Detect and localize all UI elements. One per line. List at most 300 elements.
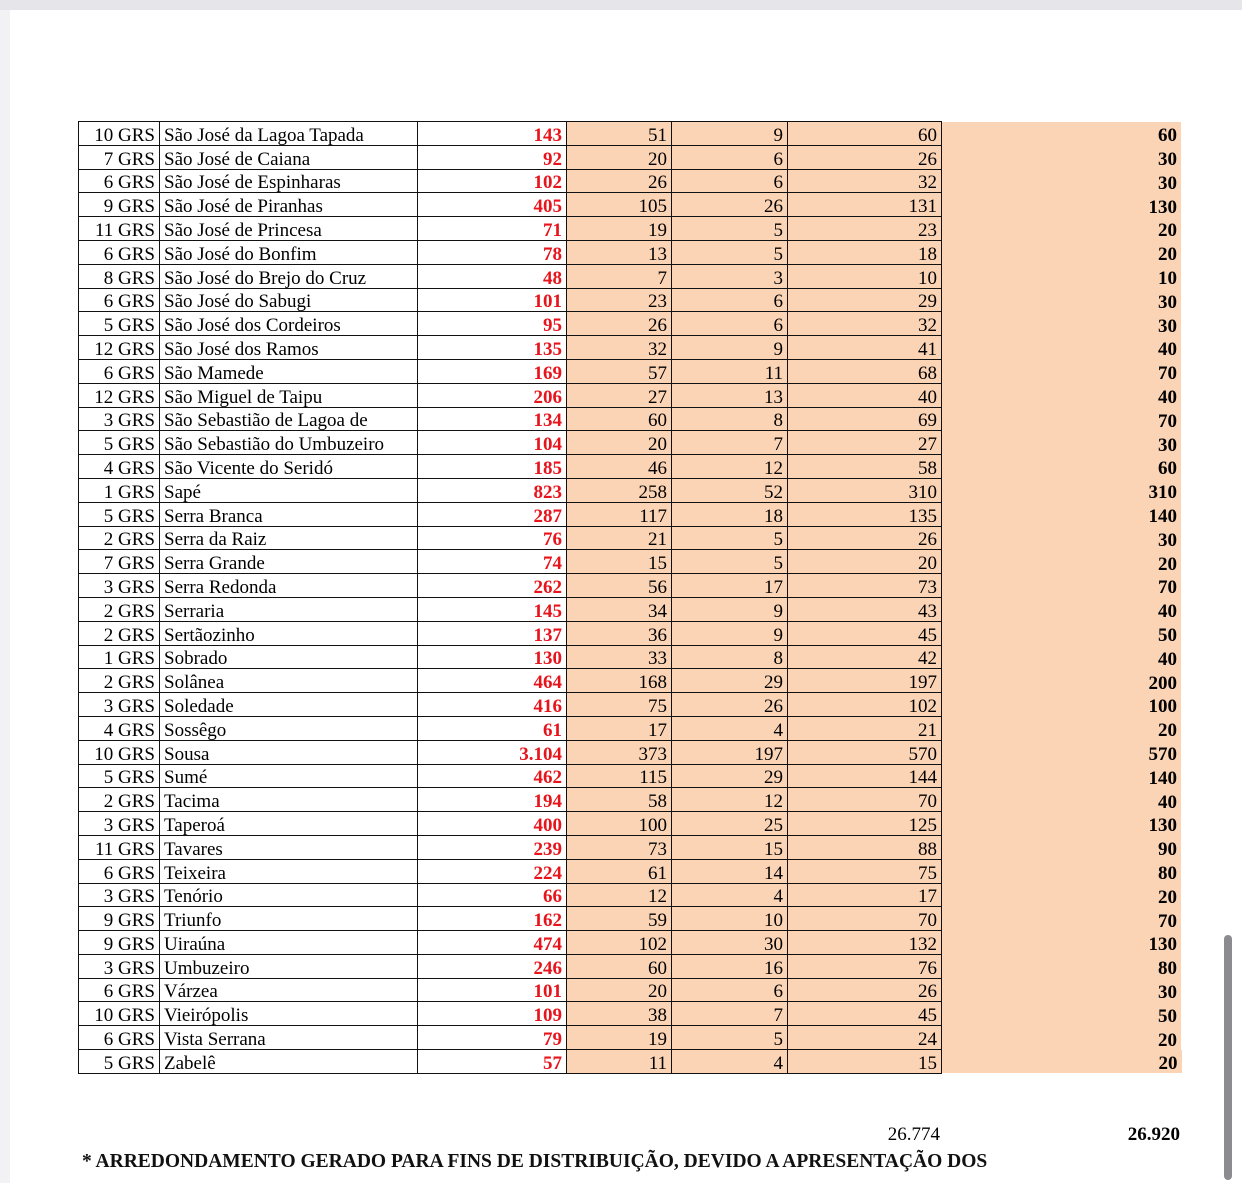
population-cell: 74 (418, 550, 567, 574)
table-row (79, 621, 1182, 645)
value-a-cell: 59 (567, 907, 672, 931)
grs-cell: 1 GRS (79, 645, 160, 669)
grs-cell: 5 GRS (79, 764, 160, 788)
grs-cell: 3 GRS (79, 407, 160, 431)
municipality-cell: Serra da Raiz (160, 526, 418, 550)
grs-cell: 5 GRS (79, 1050, 160, 1074)
rounded-value-cell: 20 (942, 240, 1182, 264)
municipality-cell: São Miguel de Taipu (160, 383, 418, 407)
population-cell: 143 (418, 122, 567, 146)
municipality-cell: Zabelê (160, 1050, 418, 1074)
grs-cell: 2 GRS (79, 526, 160, 550)
value-b-cell: 4 (672, 716, 788, 740)
grs-cell: 6 GRS (79, 240, 160, 264)
value-total-cell: 24 (788, 1026, 942, 1050)
grs-cell: 12 GRS (79, 383, 160, 407)
value-a-cell: 12 (567, 883, 672, 907)
municipality-cell: São José da Lagoa Tapada (160, 122, 418, 146)
value-a-cell: 117 (567, 502, 672, 526)
table-row (79, 645, 1182, 669)
table-row (79, 716, 1182, 740)
grs-cell: 6 GRS (79, 288, 160, 312)
value-a-cell: 46 (567, 455, 672, 479)
value-b-cell: 6 (672, 312, 788, 336)
value-b-cell: 6 (672, 169, 788, 193)
value-b-cell: 9 (672, 597, 788, 621)
rounded-value-cell: 40 (942, 788, 1182, 812)
table-row (79, 359, 1182, 383)
value-a-cell: 258 (567, 478, 672, 502)
municipality-cell: Umbuzeiro (160, 954, 418, 978)
grs-cell: 9 GRS (79, 907, 160, 931)
municipality-cell: Teixeira (160, 859, 418, 883)
value-total-cell: 26 (788, 526, 942, 550)
value-total-cell: 32 (788, 312, 942, 336)
value-b-cell: 8 (672, 645, 788, 669)
municipality-cell: Várzea (160, 978, 418, 1002)
value-b-cell: 29 (672, 764, 788, 788)
table-row (79, 597, 1182, 621)
municipality-cell: São José de Caiana (160, 145, 418, 169)
grs-cell: 4 GRS (79, 716, 160, 740)
rounded-value-cell: 570 (942, 740, 1182, 764)
value-total-cell: 131 (788, 193, 942, 217)
grs-cell: 3 GRS (79, 574, 160, 598)
value-total-cell: 29 (788, 288, 942, 312)
value-b-cell: 25 (672, 812, 788, 836)
rounded-value-cell: 30 (942, 431, 1182, 455)
population-cell: 109 (418, 1002, 567, 1026)
table-row (79, 931, 1182, 955)
municipality-cell: São José de Espinharas (160, 169, 418, 193)
rounded-value-cell: 70 (942, 574, 1182, 598)
value-a-cell: 115 (567, 764, 672, 788)
table-row (79, 812, 1182, 836)
value-a-cell: 36 (567, 621, 672, 645)
rounded-value-cell: 30 (942, 978, 1182, 1002)
table-row (79, 978, 1182, 1002)
grs-cell: 5 GRS (79, 502, 160, 526)
grs-cell: 3 GRS (79, 954, 160, 978)
population-cell: 194 (418, 788, 567, 812)
value-a-cell: 21 (567, 526, 672, 550)
table-row (79, 502, 1182, 526)
rounded-value-cell: 20 (942, 1050, 1182, 1074)
table-row (79, 478, 1182, 502)
value-a-cell: 75 (567, 693, 672, 717)
table-row (79, 693, 1182, 717)
grs-cell: 11 GRS (79, 217, 160, 241)
value-b-cell: 52 (672, 478, 788, 502)
value-a-cell: 73 (567, 835, 672, 859)
rounded-value-cell: 40 (942, 383, 1182, 407)
value-a-cell: 58 (567, 788, 672, 812)
value-b-cell: 14 (672, 859, 788, 883)
municipality-cell: Triunfo (160, 907, 418, 931)
grs-cell: 10 GRS (79, 122, 160, 146)
value-a-cell: 27 (567, 383, 672, 407)
value-a-cell: 57 (567, 359, 672, 383)
rounded-value-cell: 50 (942, 621, 1182, 645)
value-a-cell: 20 (567, 431, 672, 455)
value-total-cell: 70 (788, 788, 942, 812)
value-a-cell: 17 (567, 716, 672, 740)
value-a-cell: 32 (567, 336, 672, 360)
municipality-cell: São Sebastião do Umbuzeiro (160, 431, 418, 455)
value-total-cell: 45 (788, 621, 942, 645)
population-cell: 400 (418, 812, 567, 836)
rounded-value-cell: 30 (942, 145, 1182, 169)
rounded-value-cell: 20 (942, 716, 1182, 740)
value-total-cell: 60 (788, 122, 942, 146)
value-b-cell: 4 (672, 883, 788, 907)
municipality-cell: Vieirópolis (160, 1002, 418, 1026)
value-b-cell: 6 (672, 978, 788, 1002)
municipality-cell: Tenório (160, 883, 418, 907)
table-row (79, 312, 1182, 336)
population-cell: 185 (418, 455, 567, 479)
table-row (79, 264, 1182, 288)
value-b-cell: 5 (672, 217, 788, 241)
value-a-cell: 15 (567, 550, 672, 574)
population-cell: 48 (418, 264, 567, 288)
grs-cell: 9 GRS (79, 931, 160, 955)
table-row (79, 954, 1182, 978)
table-row (79, 883, 1182, 907)
municipality-cell: Serra Redonda (160, 574, 418, 598)
population-cell: 135 (418, 336, 567, 360)
value-b-cell: 5 (672, 1026, 788, 1050)
value-b-cell: 9 (672, 122, 788, 146)
value-total-cell: 132 (788, 931, 942, 955)
table-row (79, 669, 1182, 693)
value-b-cell: 6 (672, 288, 788, 312)
table-row (79, 1002, 1182, 1026)
grs-cell: 1 GRS (79, 478, 160, 502)
value-b-cell: 5 (672, 526, 788, 550)
rounded-value-cell: 80 (942, 859, 1182, 883)
population-cell: 246 (418, 954, 567, 978)
population-cell: 287 (418, 502, 567, 526)
municipality-cell: São José dos Cordeiros (160, 312, 418, 336)
population-cell: 71 (418, 217, 567, 241)
value-total-cell: 135 (788, 502, 942, 526)
value-b-cell: 7 (672, 1002, 788, 1026)
rounded-value-cell: 310 (942, 478, 1182, 502)
distribution-table (78, 121, 1182, 1074)
population-cell: 101 (418, 288, 567, 312)
grs-cell: 12 GRS (79, 336, 160, 360)
value-total-cell: 88 (788, 835, 942, 859)
table-row (79, 907, 1182, 931)
grs-cell: 8 GRS (79, 264, 160, 288)
rounded-value-cell: 130 (942, 931, 1182, 955)
window-top-bar (0, 0, 1242, 10)
grs-cell: 3 GRS (79, 883, 160, 907)
value-b-cell: 5 (672, 240, 788, 264)
grs-cell: 2 GRS (79, 597, 160, 621)
municipality-cell: Serra Grande (160, 550, 418, 574)
population-cell: 405 (418, 193, 567, 217)
population-cell: 206 (418, 383, 567, 407)
value-a-cell: 60 (567, 407, 672, 431)
grs-cell: 6 GRS (79, 978, 160, 1002)
population-cell: 474 (418, 931, 567, 955)
municipality-cell: Serra Branca (160, 502, 418, 526)
value-total-cell: 26 (788, 145, 942, 169)
value-total-cell: 15 (788, 1050, 942, 1074)
value-a-cell: 61 (567, 859, 672, 883)
value-a-cell: 60 (567, 954, 672, 978)
rounded-value-cell: 140 (942, 764, 1182, 788)
grs-cell: 3 GRS (79, 693, 160, 717)
table-row (79, 1050, 1182, 1074)
value-total-cell: 68 (788, 359, 942, 383)
rounded-value-cell: 130 (942, 193, 1182, 217)
rounded-value-cell: 200 (942, 669, 1182, 693)
value-total-cell: 197 (788, 669, 942, 693)
grs-cell: 5 GRS (79, 312, 160, 336)
table-row (79, 122, 1182, 146)
grs-cell: 9 GRS (79, 193, 160, 217)
table-row (79, 526, 1182, 550)
municipality-cell: São Vicente do Seridó (160, 455, 418, 479)
value-total-cell: 75 (788, 859, 942, 883)
value-b-cell: 13 (672, 383, 788, 407)
value-b-cell: 15 (672, 835, 788, 859)
total-column-sum: 26.774 (887, 1124, 940, 1145)
value-a-cell: 105 (567, 193, 672, 217)
grs-cell: 6 GRS (79, 859, 160, 883)
grs-cell: 6 GRS (79, 359, 160, 383)
value-a-cell: 19 (567, 1026, 672, 1050)
grs-cell: 10 GRS (79, 740, 160, 764)
municipality-cell: São José de Princesa (160, 217, 418, 241)
distribution-table-body (79, 122, 1182, 1074)
table-row (79, 550, 1182, 574)
population-cell: 416 (418, 693, 567, 717)
municipality-cell: Vista Serrana (160, 1026, 418, 1050)
value-b-cell: 26 (672, 193, 788, 217)
municipality-cell: Solânea (160, 669, 418, 693)
value-b-cell: 26 (672, 693, 788, 717)
population-cell: 134 (418, 407, 567, 431)
value-b-cell: 6 (672, 145, 788, 169)
value-total-cell: 570 (788, 740, 942, 764)
population-cell: 169 (418, 359, 567, 383)
value-total-cell: 17 (788, 883, 942, 907)
grs-cell: 7 GRS (79, 145, 160, 169)
value-total-cell: 27 (788, 431, 942, 455)
rounded-value-cell: 80 (942, 954, 1182, 978)
population-cell: 101 (418, 978, 567, 1002)
table-row (79, 217, 1182, 241)
municipality-cell: Sumé (160, 764, 418, 788)
municipality-cell: Taperoá (160, 812, 418, 836)
value-total-cell: 58 (788, 455, 942, 479)
vertical-scrollbar[interactable] (1224, 935, 1232, 1180)
population-cell: 262 (418, 574, 567, 598)
rounded-value-cell: 20 (942, 550, 1182, 574)
value-b-cell: 3 (672, 264, 788, 288)
table-row (79, 169, 1182, 193)
value-b-cell: 30 (672, 931, 788, 955)
table-row (79, 574, 1182, 598)
population-cell: 3.104 (418, 740, 567, 764)
population-cell: 76 (418, 526, 567, 550)
value-b-cell: 12 (672, 455, 788, 479)
population-cell: 137 (418, 621, 567, 645)
table-row (79, 788, 1182, 812)
municipality-cell: São José do Brejo do Cruz (160, 264, 418, 288)
rounded-value-cell: 20 (942, 217, 1182, 241)
value-a-cell: 23 (567, 288, 672, 312)
value-b-cell: 16 (672, 954, 788, 978)
table-row (79, 835, 1182, 859)
value-total-cell: 102 (788, 693, 942, 717)
value-a-cell: 33 (567, 645, 672, 669)
municipality-cell: São José do Bonfim (160, 240, 418, 264)
value-total-cell: 21 (788, 716, 942, 740)
value-a-cell: 34 (567, 597, 672, 621)
value-total-cell: 32 (788, 169, 942, 193)
population-cell: 464 (418, 669, 567, 693)
table-row (79, 336, 1182, 360)
population-cell: 462 (418, 764, 567, 788)
rounded-value-cell: 10 (942, 264, 1182, 288)
grs-cell: 4 GRS (79, 455, 160, 479)
grs-cell: 5 GRS (79, 431, 160, 455)
value-a-cell: 20 (567, 145, 672, 169)
value-b-cell: 5 (672, 550, 788, 574)
value-a-cell: 20 (567, 978, 672, 1002)
population-cell: 61 (418, 716, 567, 740)
value-b-cell: 4 (672, 1050, 788, 1074)
value-a-cell: 13 (567, 240, 672, 264)
rounding-footnote: * ARREDONDAMENTO GERADO PARA FINS DE DISTRIBUIÇÃO, DEVIDO A APRESENTAÇÃO DOS (82, 1151, 988, 1172)
table-row (79, 431, 1182, 455)
table-row (79, 859, 1182, 883)
grs-cell: 10 GRS (79, 1002, 160, 1026)
population-cell: 130 (418, 645, 567, 669)
value-b-cell: 11 (672, 359, 788, 383)
value-total-cell: 23 (788, 217, 942, 241)
rounded-value-cell: 60 (942, 455, 1182, 479)
value-b-cell: 9 (672, 336, 788, 360)
rounded-value-cell: 40 (942, 597, 1182, 621)
rounded-value-cell: 20 (942, 1026, 1182, 1050)
grs-cell: 6 GRS (79, 1026, 160, 1050)
municipality-cell: São José do Sabugi (160, 288, 418, 312)
value-a-cell: 19 (567, 217, 672, 241)
value-a-cell: 102 (567, 931, 672, 955)
value-total-cell: 73 (788, 574, 942, 598)
grs-cell: 7 GRS (79, 550, 160, 574)
rounded-value-cell: 30 (942, 312, 1182, 336)
value-total-cell: 26 (788, 978, 942, 1002)
rounded-value-cell: 70 (942, 407, 1182, 431)
value-a-cell: 11 (567, 1050, 672, 1074)
municipality-cell: Sousa (160, 740, 418, 764)
value-total-cell: 43 (788, 597, 942, 621)
value-b-cell: 9 (672, 621, 788, 645)
rounded-value-cell: 30 (942, 526, 1182, 550)
municipality-cell: São Sebastião de Lagoa de (160, 407, 418, 431)
municipality-cell: São José de Piranhas (160, 193, 418, 217)
population-cell: 102 (418, 169, 567, 193)
municipality-cell: São Mamede (160, 359, 418, 383)
rounded-value-cell: 70 (942, 359, 1182, 383)
table-row (79, 455, 1182, 479)
value-b-cell: 10 (672, 907, 788, 931)
rounded-value-cell: 30 (942, 288, 1182, 312)
municipality-cell: Tacima (160, 788, 418, 812)
rounded-value-cell: 30 (942, 169, 1182, 193)
value-a-cell: 373 (567, 740, 672, 764)
municipality-cell: Sapé (160, 478, 418, 502)
value-total-cell: 10 (788, 264, 942, 288)
table-row (79, 193, 1182, 217)
value-total-cell: 40 (788, 383, 942, 407)
population-cell: 162 (418, 907, 567, 931)
table-row (79, 383, 1182, 407)
value-total-cell: 42 (788, 645, 942, 669)
grs-cell: 2 GRS (79, 788, 160, 812)
rounded-value-cell: 100 (942, 693, 1182, 717)
value-total-cell: 20 (788, 550, 942, 574)
rounded-value-cell: 130 (942, 812, 1182, 836)
population-cell: 104 (418, 431, 567, 455)
population-cell: 79 (418, 1026, 567, 1050)
table-row (79, 145, 1182, 169)
population-cell: 145 (418, 597, 567, 621)
rounded-value-cell: 90 (942, 835, 1182, 859)
rounded-value-cell: 40 (942, 645, 1182, 669)
value-a-cell: 56 (567, 574, 672, 598)
rounded-value-cell: 20 (942, 883, 1182, 907)
total-rounded-sum: 26.920 (1127, 1124, 1180, 1145)
population-cell: 92 (418, 145, 567, 169)
value-total-cell: 18 (788, 240, 942, 264)
value-a-cell: 26 (567, 312, 672, 336)
value-b-cell: 197 (672, 740, 788, 764)
value-a-cell: 168 (567, 669, 672, 693)
value-total-cell: 69 (788, 407, 942, 431)
table-row (79, 240, 1182, 264)
value-a-cell: 7 (567, 264, 672, 288)
population-cell: 224 (418, 859, 567, 883)
grs-cell: 2 GRS (79, 621, 160, 645)
municipality-cell: Uiraúna (160, 931, 418, 955)
value-total-cell: 310 (788, 478, 942, 502)
municipality-cell: Soledade (160, 693, 418, 717)
grs-cell: 6 GRS (79, 169, 160, 193)
municipality-cell: Sertãozinho (160, 621, 418, 645)
grs-cell: 3 GRS (79, 812, 160, 836)
population-cell: 78 (418, 240, 567, 264)
municipality-cell: Serraria (160, 597, 418, 621)
rounded-value-cell: 140 (942, 502, 1182, 526)
table-row (79, 764, 1182, 788)
municipality-cell: Sossêgo (160, 716, 418, 740)
value-total-cell: 45 (788, 1002, 942, 1026)
rounded-value-cell: 40 (942, 336, 1182, 360)
value-b-cell: 29 (672, 669, 788, 693)
population-cell: 66 (418, 883, 567, 907)
population-cell: 823 (418, 478, 567, 502)
grs-cell: 11 GRS (79, 835, 160, 859)
table-row (79, 1026, 1182, 1050)
